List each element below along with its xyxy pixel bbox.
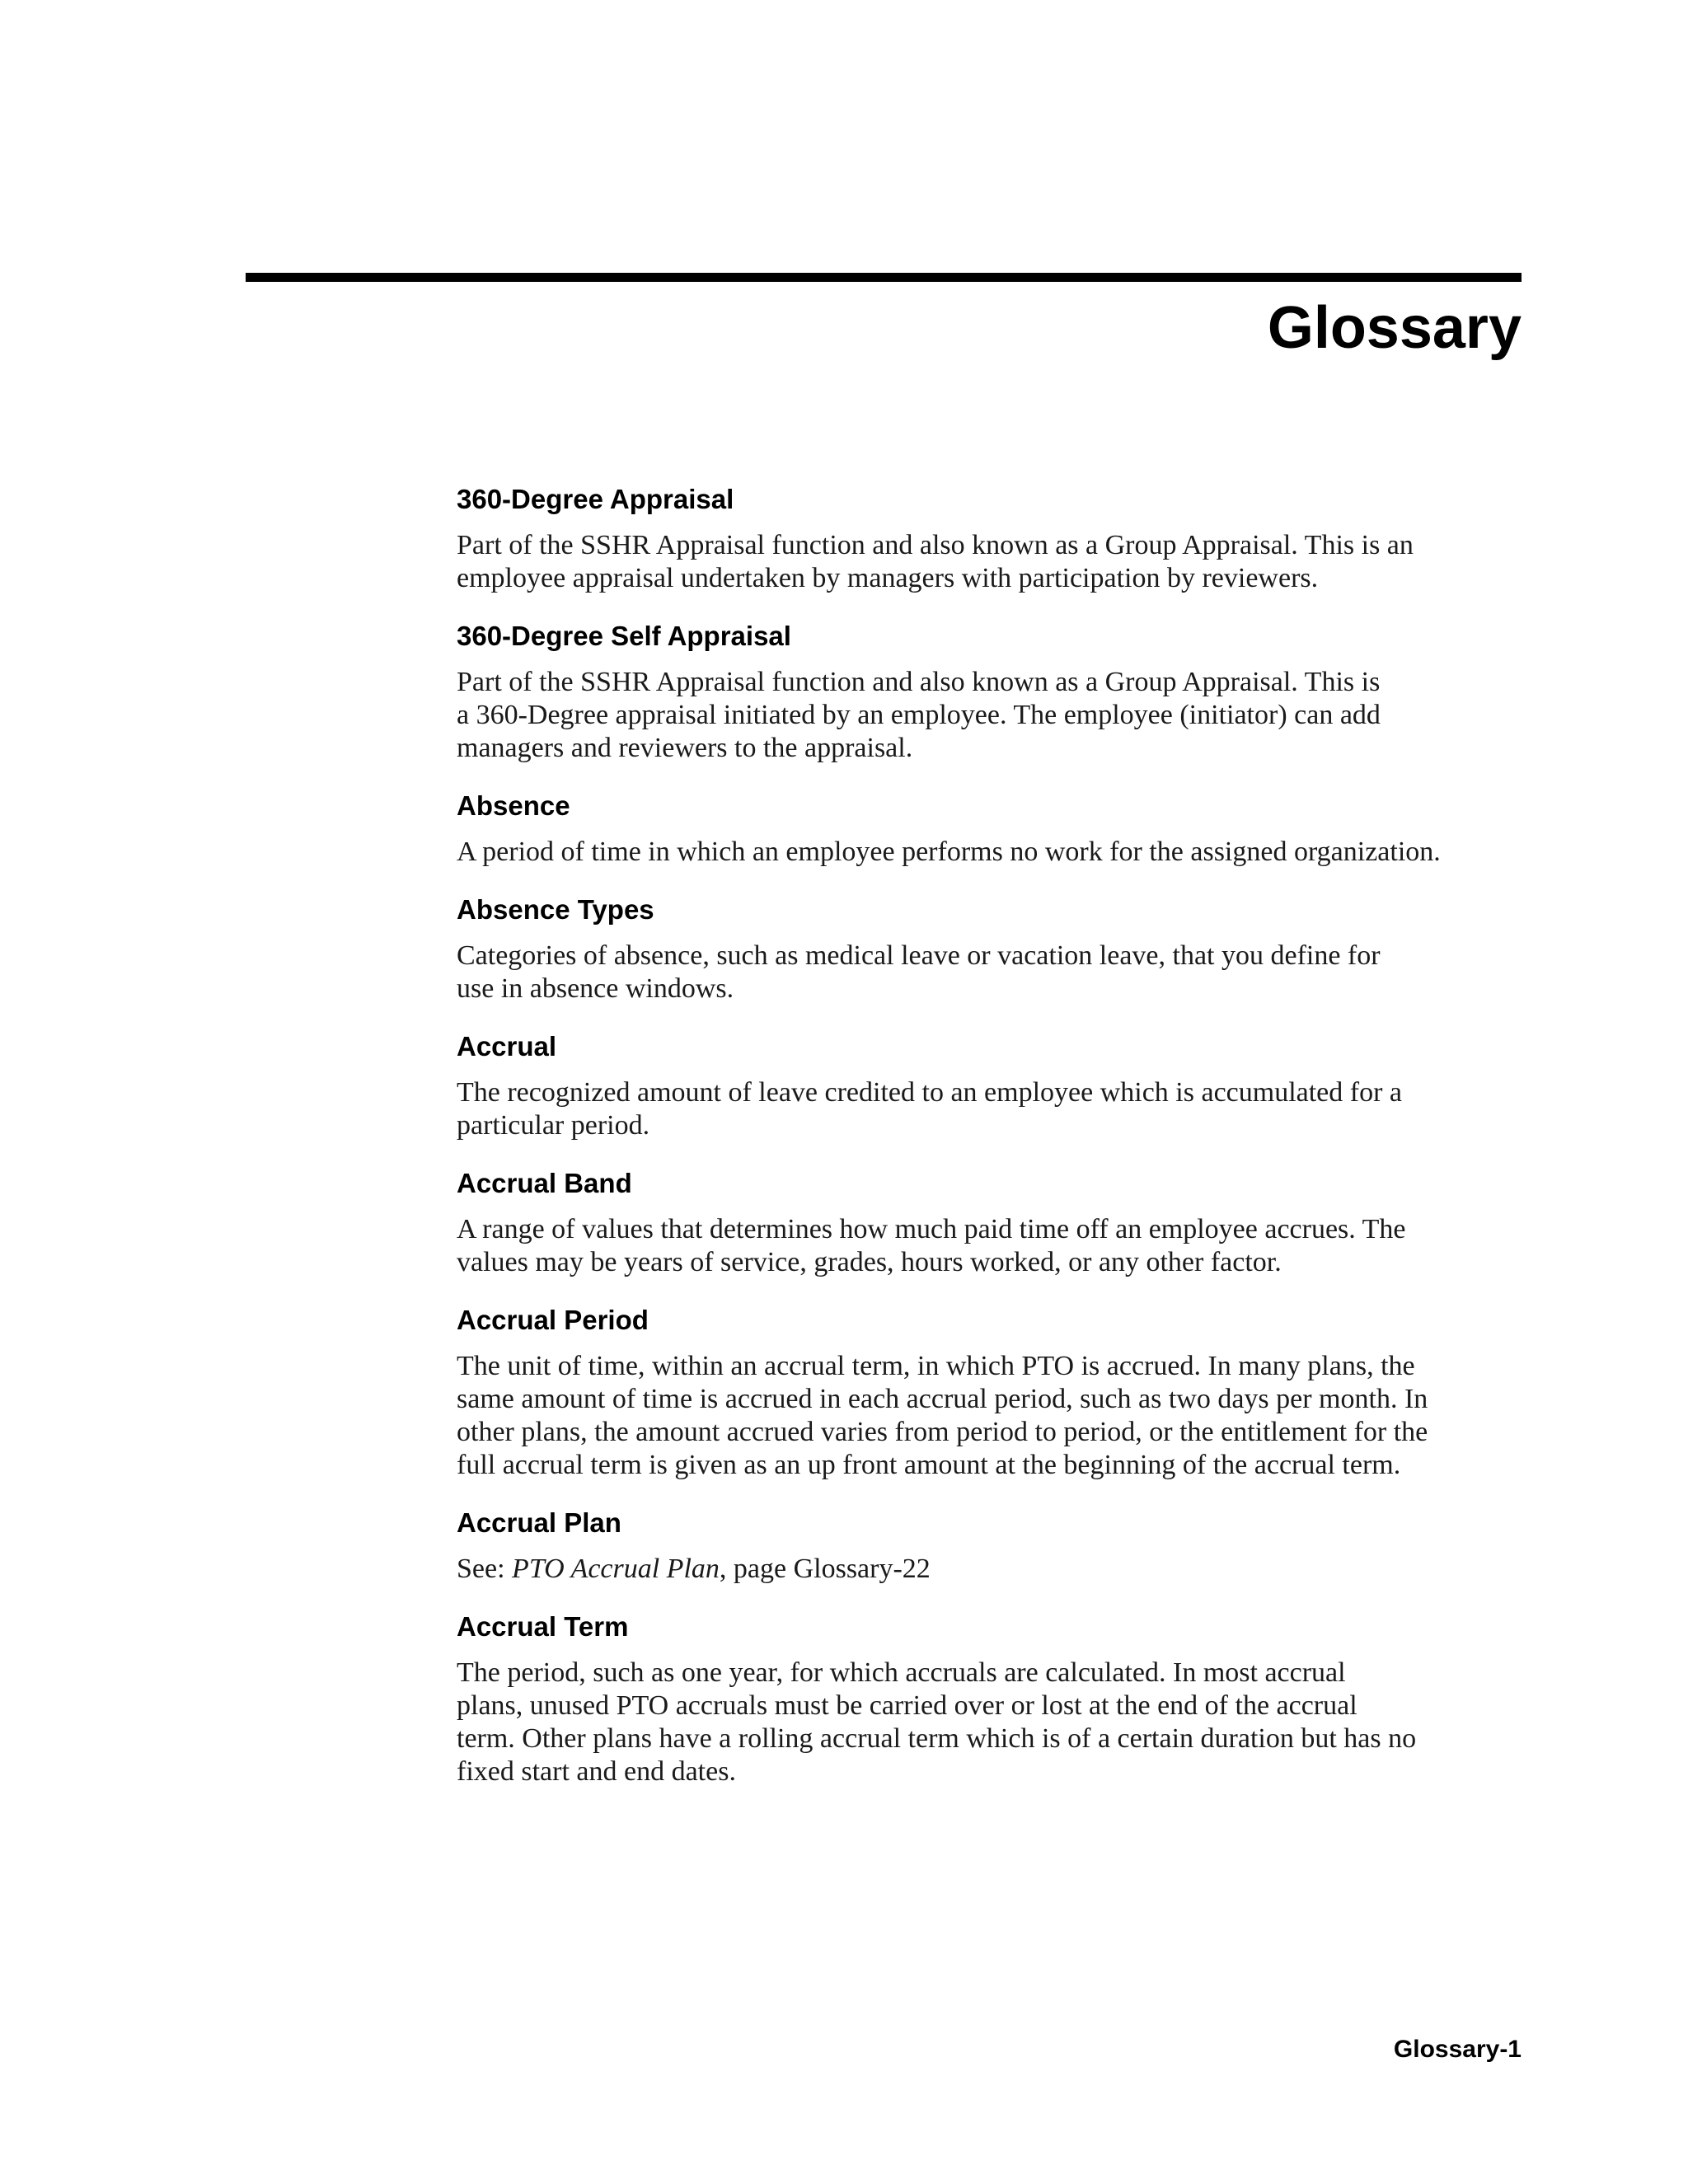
definition-line: other plans, the amount accrued varies from period to period, or the entitlement for the — [457, 1417, 1428, 1447]
definition-line: The period, such as one year, for which accruals are calculated. In most accrual — [457, 1657, 1346, 1688]
definition-line: values may be years of service, grades, hours worked, or any other factor. — [457, 1247, 1282, 1277]
definition-line: Categories of absence, such as medical leave or vacation leave, that you define for — [457, 940, 1381, 971]
top-rule — [246, 273, 1522, 282]
glossary-definition — [457, 529, 1528, 595]
glossary-entries — [457, 483, 1528, 1813]
page-footer: Glossary-1 — [1393, 2036, 1522, 2063]
glossary-entry — [457, 483, 1528, 595]
definition-line: full accrual term is given as an up front amount at the beginning of the accrual term. — [457, 1450, 1401, 1480]
glossary-term: Accrual Band — [457, 1168, 632, 1198]
definition-line — [457, 1553, 1528, 1586]
glossary-definition — [457, 1553, 1528, 1586]
glossary-entry — [457, 893, 1528, 1005]
glossary-term: Accrual Period — [457, 1305, 649, 1335]
glossary-definition — [457, 1076, 1528, 1142]
glossary-definition — [457, 940, 1528, 1005]
definition-line: A range of values that determines how much paid time off an employee accrues. The — [457, 1214, 1406, 1244]
definition-line: employee appraisal undertaken by managers with participation by reviewers. — [457, 563, 1319, 593]
definition-line: The unit of time, within an accrual term, in which PTO is accrued. In many plans, the — [457, 1351, 1415, 1381]
glossary-definition — [457, 1350, 1528, 1482]
definition-line: managers and reviewers to the appraisal. — [457, 733, 913, 763]
definition-line: use in absence windows. — [457, 973, 734, 1004]
glossary-term: Accrual Term — [457, 1611, 629, 1642]
definition-line: A period of time in which an employee performs no work for the assigned organization. — [457, 837, 1441, 867]
glossary-entry — [457, 1507, 1528, 1586]
definition-line: term. Other plans have a rolling accrual term which is of a certain duration but has no — [457, 1723, 1417, 1754]
glossary-definition — [457, 666, 1528, 765]
see-prefix: See: — [457, 1554, 513, 1584]
glossary-term: Absence Types — [457, 894, 654, 925]
definition-line: particular period. — [457, 1110, 650, 1141]
glossary-definition — [457, 1657, 1528, 1788]
page-title: Glossary — [1267, 295, 1522, 361]
glossary-term: Accrual Plan — [457, 1507, 621, 1538]
definition-line: The recognized amount of leave credited to an employee which is accumulated for a — [457, 1077, 1403, 1108]
glossary-definition — [457, 1213, 1528, 1279]
definition-line: plans, unused PTO accruals must be carried over or lost at the end of the accrual — [457, 1690, 1357, 1721]
definition-line: Part of the SSHR Appraisal function and also known as a Group Appraisal. This is an — [457, 530, 1414, 560]
glossary-term: Absence — [457, 790, 570, 821]
definition-line: Part of the SSHR Appraisal function and also known as a Group Appraisal. This is — [457, 667, 1381, 697]
glossary-entry — [457, 790, 1528, 869]
definition-line: a 360-Degree appraisal initiated by an employee. The employee (initiator) can add — [457, 700, 1381, 730]
glossary-entry — [457, 1610, 1528, 1788]
glossary-entry — [457, 1304, 1528, 1482]
definition-line: same amount of time is accrued in each accrual period, such as two days per month. In — [457, 1384, 1428, 1414]
glossary-entry — [457, 620, 1528, 765]
glossary-entry — [457, 1167, 1528, 1279]
glossary-definition — [457, 836, 1528, 869]
definition-line: fixed start and end dates. — [457, 1756, 736, 1787]
see-suffix: , page Glossary-22 — [719, 1554, 931, 1584]
glossary-term: 360-Degree Appraisal — [457, 484, 734, 514]
glossary-entry — [457, 1030, 1528, 1142]
glossary-term: Accrual — [457, 1031, 557, 1062]
xref-link-pto-accrual-plan[interactable]: PTO Accrual Plan — [512, 1554, 720, 1584]
glossary-term: 360-Degree Self Appraisal — [457, 621, 791, 651]
